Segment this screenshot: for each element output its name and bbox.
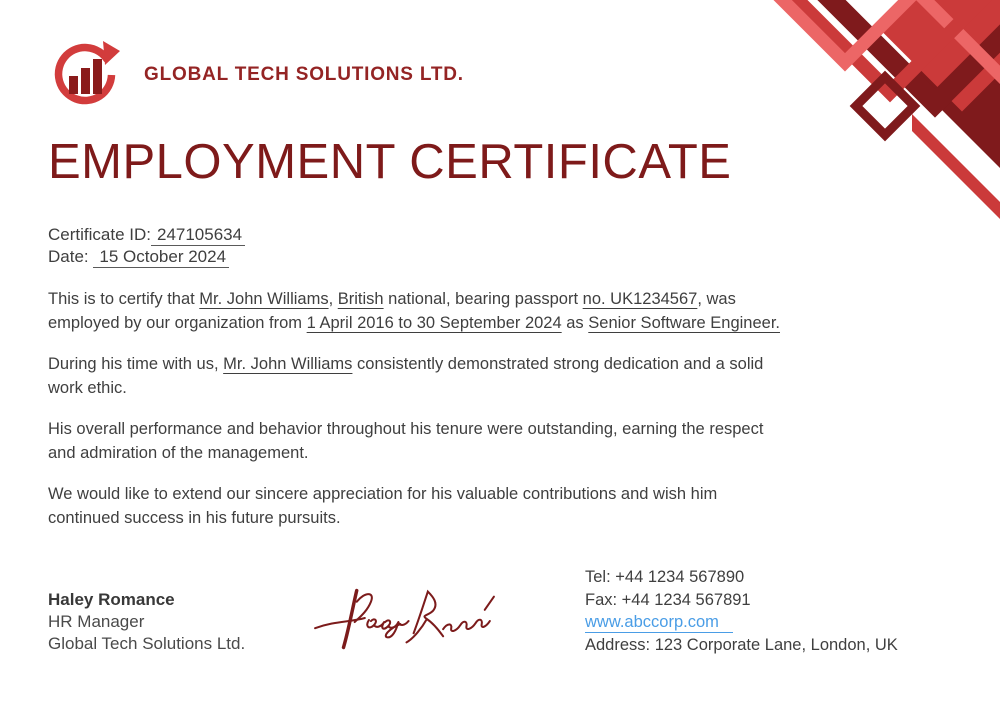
- certificate-title: EMPLOYMENT CERTIFICATE: [48, 135, 732, 189]
- certificate-date-line: [48, 246, 952, 268]
- signatory-name: Haley Romance: [48, 590, 175, 609]
- certificate-meta: [48, 224, 952, 268]
- contact-block: [585, 566, 898, 656]
- website-link[interactable]: www.abccorp.com: [585, 613, 733, 633]
- company-name: GLOBAL TECH SOLUTIONS LTD.: [144, 64, 464, 85]
- signatory-block: [48, 589, 245, 655]
- header: [0, 0, 1000, 112]
- signatory-company: Global Tech Solutions Ltd.: [48, 634, 246, 653]
- handwritten-signature-icon: [312, 586, 500, 652]
- certificate-id-line: [48, 224, 952, 246]
- certificate-id-value: 247105634: [151, 225, 245, 246]
- company-logo-icon: [48, 38, 122, 112]
- contact-website-line: [585, 611, 898, 634]
- contact-fax: Fax: +44 1234 567891: [585, 590, 751, 609]
- paragraph-dedication: During his time with us, Mr. John Williams consistently demonstrated strong dedication and a solid work ethic.: [48, 355, 764, 397]
- date-value: 15 October 2024: [93, 247, 229, 268]
- paragraph-appreciation: We would like to extend our sincere appreciation for his valuable contributions and wish him continued success in his future pursuits.: [48, 485, 718, 527]
- certificate-body: [48, 287, 952, 530]
- certificate-id-label: Certificate ID:: [48, 225, 151, 244]
- contact-tel: Tel: +44 1234 567890: [585, 568, 745, 586]
- contact-address: Address: 123 Corporate Lane, London, UK: [585, 635, 898, 654]
- paragraph-certification: This is to certify that Mr. John Williams, British national, bearing passport no. UK1234567, was employed by our organization from 1 April 2016 to 30 September 2024 as Senior Software Engineer.: [48, 290, 780, 332]
- signatory-role: HR Manager: [48, 612, 145, 631]
- paragraph-performance: His overall performance and behavior throughout his tenure were outstanding, earning the respect and admiration of the management.: [48, 420, 764, 462]
- date-label: Date:: [48, 247, 89, 266]
